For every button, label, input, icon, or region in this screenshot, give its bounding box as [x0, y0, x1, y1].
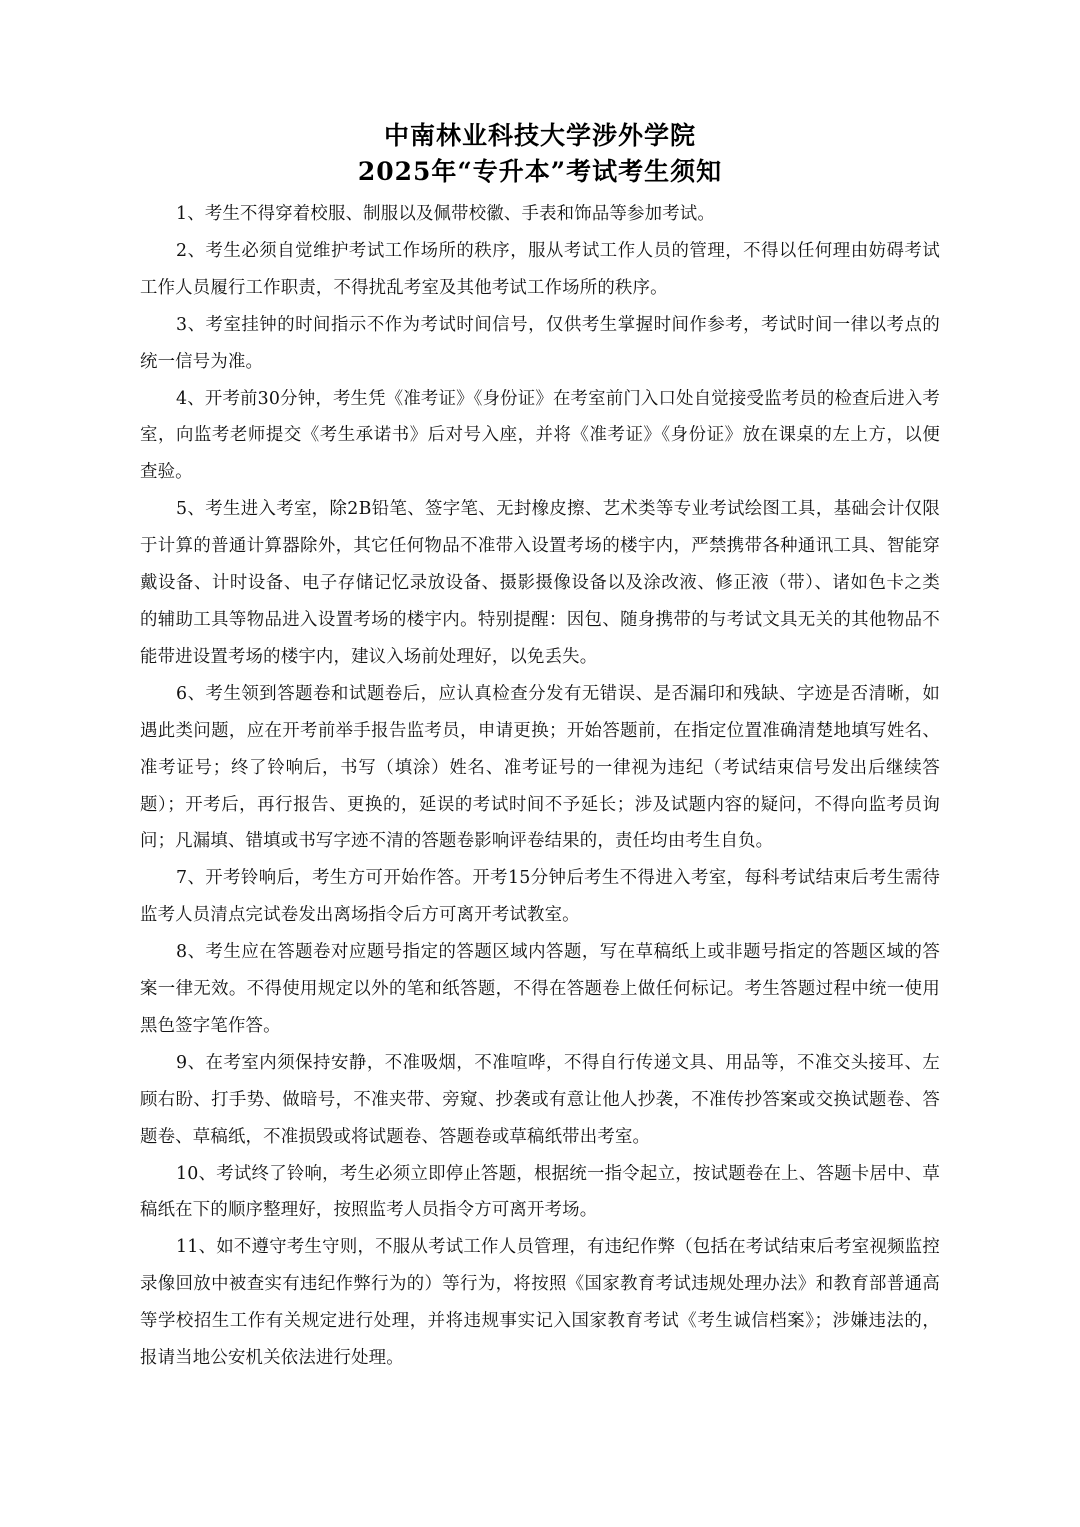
notice-item-7: 7、开考铃响后，考生方可开始作答。开考15分钟后考生不得进入考室，每科考试结束后考生需待监考人员清点完试卷发出离场指令后方可离开考试教室。 [140, 868, 940, 926]
notice-item-2: 2、考生必须自觉维护考试工作场所的秩序，服从考试工作人员的管理，不得以任何理由妨碍考试工作人员履行工作职责，不得扰乱考室及其他考试工作场所的秩序。 [140, 240, 940, 298]
notice-item-11: 11、如不遵守考生守则，不服从考试工作人员管理，有违纪作弊（包括在考试结束后考室视频监控录像回放中被查实有违纪作弊行为的）等行为，将按照《国家教育考试违规处理办法》和教育部普通高等学校招生工作有关规定进行处理，并将违规事实记入国家教育考试《考生诚信档案》；涉嫌违法的，报请当地公安机关依法进行处理。 [140, 1237, 940, 1369]
notice-item-9: 9、在考室内须保持安静，不准吸烟，不准喧哗，不得自行传递文具、用品等，不准交头接耳、左顾右盼、打手势、做暗号，不准夹带、旁窥、抄袭或有意让他人抄袭，不准传抄答案或交换试题卷、答题卷、草稿纸，不准损毁或将试题卷、答题卷或草稿纸带出考室。 [140, 1052, 940, 1147]
notice-item-8: 8、考生应在答题卷对应题号指定的答题区域内答题，写在草稿纸上或非题号指定的答题区域的答案一律无效。不得使用规定以外的笔和纸答题，不得在答题卷上做任何标记。考生答题过程中统一使用黑色签字笔作答。 [140, 942, 940, 1036]
notice-item-6: 6、考生领到答题卷和试题卷后，应认真检查分发有无错误、是否漏印和残缺、字迹是否清晰，如遇此类问题，应在开考前举手报告监考员，申请更换；开始答题前，在指定位置准确清楚地填写姓名、准考证号；终了铃响后，书写（填涂）姓名、准考证号的一律视为违纪（考试结束信号发出后继续答题）；开考后，再行报告、更换的，延误的考试时间不予延长；涉及试题内容的疑问，不得向监考员询问；凡漏填、错填或书写字迹不清的答题卷影响评卷结果的，责任均由考生自负。 [140, 683, 940, 852]
notice-item-5: 5、考生进入考室，除2B铅笔、签字笔、无封橡皮擦、艺术类等专业考试绘图工具，基础会计仅限于计算的普通计算器除外，其它任何物品不准带入设置考场的楼宇内，严禁携带各种通讯工具、智能穿戴设备、计时设备、电子存储记忆录放设备、摄影摄像设备以及涂改液、修正液（带）、诸如色卡之类的辅助工具等物品进入设置考场的楼宇内。特别提醒：因包、随身携带的与考试文具无关的其他物品不能带进设置考场的楼宇内，建议入场前处理好，以免丢失。 [140, 499, 940, 667]
document-title [140, 118, 940, 190]
notice-item-4: 4、开考前30分钟，考生凭《准考证》《身份证》在考室前门入口处自觉接受监考员的检查后进入考室，向监考老师提交《考生承诺书》后对号入座，并将《准考证》《身份证》放在课桌的左上方，以便查验。 [140, 388, 940, 483]
notice-list [140, 196, 940, 1377]
notice-title: 2025年“专升本”考试考生须知 [357, 157, 723, 186]
notice-item-10: 10、考试终了铃响，考生必须立即停止答题，根据统一指令起立，按试题卷在上、答题卡居中、草稿纸在下的顺序整理好，按照监考人员指令方可离开考场。 [140, 1163, 940, 1221]
notice-item-3: 3、考室挂钟的时间指示不作为考试时间信号，仅供考生掌握时间作参考，考试时间一律以考点的统一信号为准。 [140, 314, 940, 372]
institution-title: 中南林业科技大学涉外学院 [383, 121, 696, 150]
notice-item-1: 1、考生不得穿着校服、制服以及佩带校徽、手表和饰品等参加考试。 [176, 204, 715, 224]
